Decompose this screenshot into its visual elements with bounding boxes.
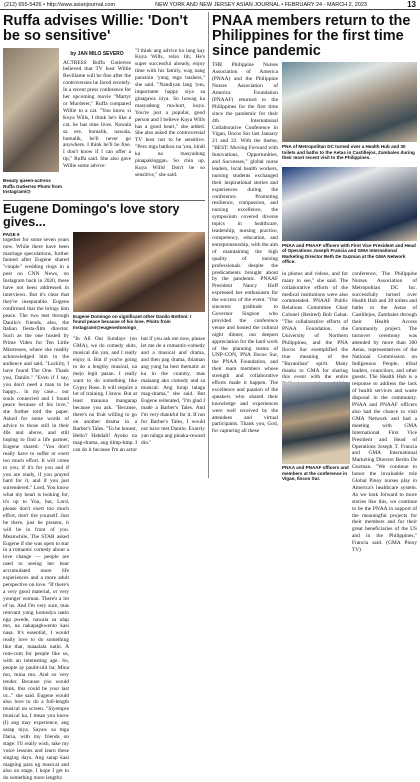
pnaa-photo-health-hub-caption: PNA of Metropolitan DC turned over a Health Hub and 30 toilets and baths to the Aetas in Castillejos, Zambales during their most recent visit to the Philippines. [282,144,415,161]
eugene-article [3,202,205,782]
ruffa-photo-caption: Beauty queen-actress Ruffa Gutierrez Photo from Instagram/@ [3,178,62,194]
pnaa-photo-health-hub [282,62,417,142]
pnaa-headline: PNAA members return to the Philippines for the first time since pandemic [212,13,411,59]
page-number: 13 [407,0,416,9]
eugene-continued-from: PAGE 6 [3,231,20,237]
ruffa-article [3,14,205,199]
header-issue: NEW YORK AND NEW JERSEY ASIAN JOURNAL • FEBRUARY 24 - MARCH 2, 2023 [155,1,368,8]
pnaa-body-col3: conference, The Philippine Nurses Association of Metropolitan DC Inc. successfully turned over Health Hub and 30 toilets and baths to the Aetas of Castillejos, Zambales through their Health Access Community project. The turnover ceremony was attended by more than 300 Aetas, representatives of the National Commission on Indigenous People, tribal leaders, councilors, and other guests. The Health Hub is a response to address the lack of health services and waste disposal in the community. PNAA and PNAAF officers also had the chance to visit GMA Network and had a meeting with GMA International First Vice President and Head of Operations Joseph T. Francia and GMA International Marketing Director Berlin De Guzman. "We continue to honor the invaluable role Global Pinoy nurses play in America's healthcare system. As we look forward to more stories like this, we continue to be the PNAA in support of the meaningful projects for their members and for their great beneficiaries of the US and in the Philippines," Francia said. (GMA Pinoy TV) [352,270,417,554]
ruffa-byline: by JAN MILO SEVERO [70,50,124,57]
pnaa-body-col1: THE Philippine Nurses Association of America (PNAA) and the Philippine Nurses Association of America Foundation (PNAAF) returned to the Philippines for the first time since the pandemic for their 4th International Collaborative Conference in Vigan, Ilocos Sur last January 21 and 22. With the theme, "BEST: Moving Forward with Innovations, Opportunities, and Successes," global nurse leaders, local health workers, nursing students exchanged their inspirational stories and experiences during the conference. Promoting resilience, compassion, and nursing excellence, the symposium covered diverse topics in healthcare, leadership, nursing practice, competency, education, and entrepreneurship, with the aim of maintaining the high quality of nursing professionals despite the predicaments brought about by the pandemic. PNAAF President Nancy Hoff expressed her enthusiasm for the success of the event. "Our sincerest gratitude to Governor Singson who provided the conference venue and hosted the cultural night dinner, our deepest appreciation for the hard work of the planning teams of UNP-CON, PNA Ilocos Sur, the PNAA Foundation, and their team members whose strength and collaborative efforts made it happen. The excellence and passion of the speakers who shared their knowledge and experiences were well received by the attendees and virtual participants. Thank you, God, for capturing all these [212,62,278,435]
ruffa-body-col1: ACTRESS Ruffa Gutierrez believed that TV host Willie Revillame will be fine after the controversies he faced recently. In a recent press conference for her upcoming movie "Martyr or Murderer," Ruffa compared Willie to a cat. "You know si Kuya Wills, I think he's like a cat, he has nine lives. Nawala sa ere, bumalik, nawala, bumalik, he'll never go anywhere. I think he'll be fine. I don't know if I can offer a tip," Ruffa said. She also gave Willie some advice: [63,59,131,170]
page-header [0,0,420,10]
eugene-photo-caption: Eugene Domingo on significant other Danilo Bottoni: I found peace because of his love. Photo from Instagram/@eugenedomingo_ [73,313,192,330]
pnaa-photo-gma-visit-caption: PNAA and PNAAF officers with First Vice President and Head of Operations Joseph Francia and GMA International Marketing Director Beth De Guzman at the GMA Network office. [282,242,416,265]
pnaa-photo-conference [282,382,350,464]
pnaa-photo-gma-visit [282,167,417,241]
section-divider-left [3,200,205,201]
eugene-photo [73,232,205,312]
eugene-headline: Eugene Domingo's love story gives... [3,202,180,229]
ruffa-photo [3,48,59,172]
page-column-divider [208,12,209,478]
header-contact: (212) 655-5426 • http://www.asianjournal.com [4,1,116,8]
eugene-body-col2: "In All Out Sundays (on GMA), we do comedy skits, musical din yan, and I really enjoy it. But if you're going to do a lengthy musical, na mejo legit pasan. I really want to do something like Gypsy Rose. It will require a lot of training. I know. But at least mauuna mangarap because you ask. "Because, there's no fruit willing to go on another drama in a Barber's Tales. "To be honest, Hello? Habdali! Ayoko na mag-drama, ang tilmp-hmp. I can do it because I'm an actor but if you ask me now, please let me do a romantic-comedy and a musical and drama, and then pag drama, ibiaman ang yung ba best thematic at ka in the country, mas maiaang ako comedy and sa musical. Ang hirap talaga mag-drama," she said. But Eugene reiterated, "I'm glad I made a Barber's Tales. And I'm very thankful for it. If not for Barber's Tales, I would not have met Danilo. Exactly yan talaga ang pinaka-reward din." [73,336,205,453]
eugene-body-col1: together for some seven years now. While there have been marriage speculations, further fanned after Eugene shared "couple" wedding rings in a post on CNN News, on Instagram back in 2020, these have not been addressed in interviews. But it's clear that they're inseparable. Eugene confirmed that the brings him peace. The two met through Danilo's friends, also, the Italian fiesta-film director. Such as the one hosted by Prime Video for Ten Little Mistresses, where she readily acknowledged him in the audience and said, "Luckily, I have found The One. Thank you, Danilo." "Even if I say, you don't need a man to be happy... in my case... our souls connected and I found peace because of his love," she further told the paper. Asked for some words of advice to those still in their 40s and above, and still hoping to find a life partner, Eugene shared: "You don't really have to suffer or exert too much effort. It will come to you, if it's for you and if you are ready, if you prayed hard for it, and if you just surrendered." Lord, You know what my heart is looking for, it's up to You, but, Lord, please don't exert too much effort, don't tire yourself. Just be there, just be present, it will be in front of you. Meanwhile, The STAR asked Eugene if she was open to star in a romantic comedy about a love change — people are used to seeing her hear accumulated more life experiences and a more adult perspective on love. "If there's a very good material, or very younger woman. There's a lot of us. And I'm very sure, mas relevant yung komedya natin nga pwede, nawala sa ulap mo, na nakapagkwento kasi nasa. It's essential, I would really love to do something like that, maaalala natin. A rom-com for people like us, with an interesting age. So, people ay paulit-ulit ba; Mina mo, mina mo. And so very tender. Because you would think, this could be your last or..." she said. Eugene would also love to do a full-length musical on screen. "Siyempre musical ka, I mean you know (I) ang may experience, ang sarap niya. Sayaw sa mga Daria, with my friends on stage: I'll really wish, take my voice lessons and learn these singing days. Ang sarap kasi magsing para ng musical and also on stage. I hope I get to do something more lengthy. [3,236,69,782]
pnaa-body-col2: in photos and videos, and for many to see," she said. The collaborative efforts of the medical institutions were also commended. PNAAF Public Relations Committee Chair Colonel (Retired) Bob Gabat. "The collaborative efforts of PNAA Foundation, the University of Northern Philippines, and the PNA Ilocos Sur exemplified the true meaning of the "Bayanihan" spirit. Many thanks to GMA for sharing this event with the entire [282,270,348,381]
pnaa-photo-conference-caption: PNAA and PNAAF officers and members at the conference in Vigan, Ilocos Sur. [282,465,349,481]
ruffa-headline: Ruffa advises Willie: 'Don't be so sensitive' [3,13,188,44]
ruffa-body-col2: "I think ang advice ko lang kay Kuya Wills, relax lih; He's super successful already, enjoy time with his family, wag nang pansinin 'yung mga bashers," she said. "Nandiyan lang 'yun, importante happy siya sa ginagawa niya. So huwag ka masyadong ma-hurt, kuya. You're just a popular, good person and I believe Kuya Wills has a good heart," she added. She also asked the controversial TV host not to be sensitive. "Pero mga batikos na 'yan, hindi ka na masyadong pinapakinggan. So chin up, Kuya Wills! Don't be so sensitive," she said. [135,47,205,178]
